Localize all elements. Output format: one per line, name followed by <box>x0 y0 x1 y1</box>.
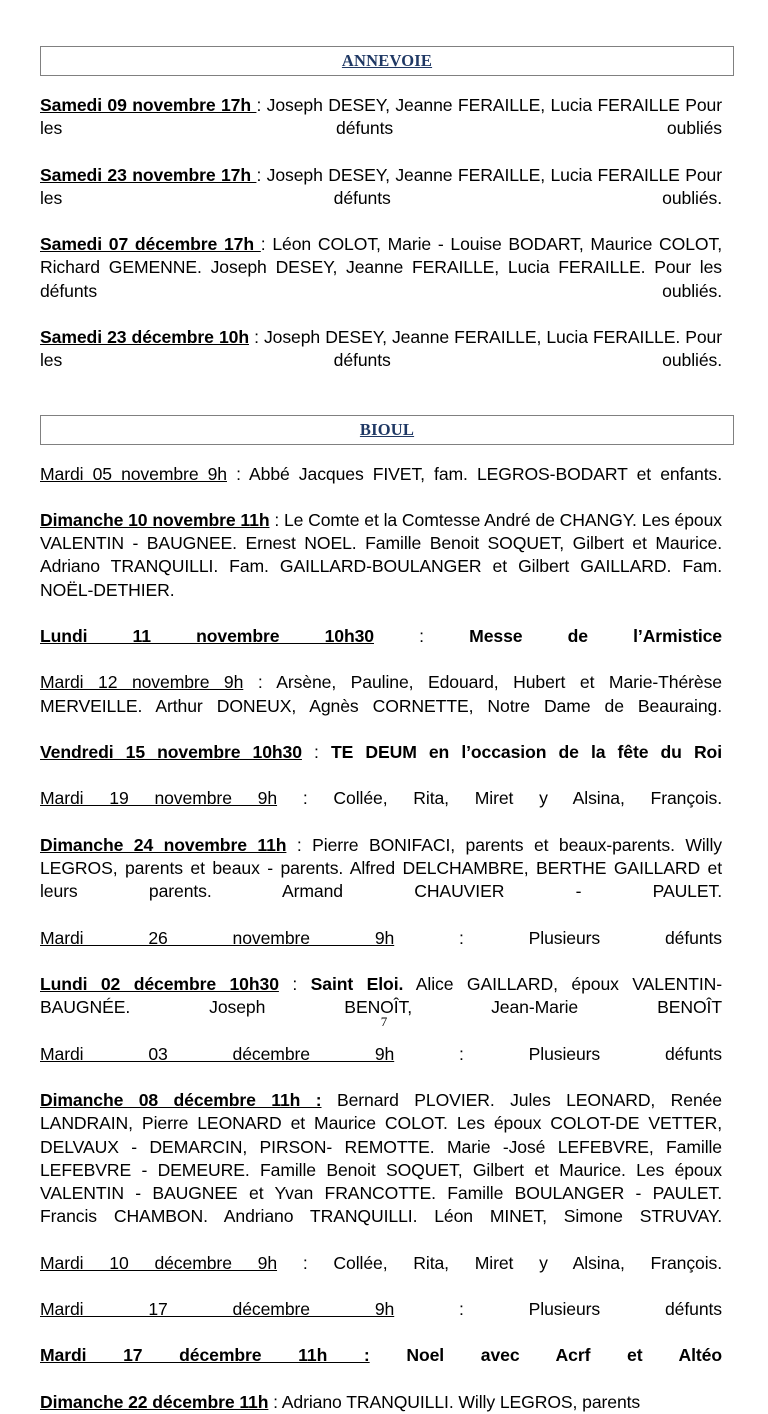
entry-date: Mardi 05 novembre 9h <box>40 463 227 484</box>
entry-separator: : <box>268 1391 282 1412</box>
entry-separator: : <box>277 788 334 809</box>
mass-entry <box>40 741 722 787</box>
entry-separator: : <box>248 327 264 348</box>
entry-body: TE DEUM en l’occasion de la fête du Roi <box>330 742 722 763</box>
entry-date: Dimanche 22 décembre 11h <box>40 1391 269 1412</box>
entry-date: Mardi 17 décembre 11h : <box>40 1345 370 1366</box>
entry-date: Dimanche 24 novembre 11h <box>40 834 287 855</box>
entry-body: Arsène, Pauline, Edouard, Hubert et Marie-Thérèse MERVEILLE. Arthur DONEUX, Agnès CORNETTE, Notre Dame de Beauraing. <box>40 672 722 716</box>
entry-separator: : <box>243 672 277 693</box>
entry-separator: : <box>394 1298 529 1319</box>
entry-body: Léon COLOT, Marie - Louise BODART, Maurice COLOT, Richard GEMENNE. Joseph DESEY, Jeanne FERAILLE, Lucia FERAILLE. Pour les défunts oubliés. <box>40 234 722 301</box>
entry-date: Vendredi 15 novembre 10h30 <box>40 742 302 763</box>
mass-entry <box>40 233 722 326</box>
section-spacer <box>40 396 722 415</box>
entry-separator: : <box>256 164 267 185</box>
entry-separator: : <box>277 1252 334 1273</box>
entry-date: Mardi 12 novembre 9h <box>40 672 244 693</box>
entry-separator: : <box>301 742 331 763</box>
section-header-annevoie <box>40 46 734 76</box>
mass-entry <box>40 1391 722 1414</box>
entry-separator <box>370 1345 407 1365</box>
entry-body: Collée, Rita, Miret y Alsina, François. <box>333 788 722 809</box>
entry-body: Bernard PLOVIER. Jules LEONARD, Renée LANDRAIN, Pierre LEONARD et Maurice COLOT. Les époux COLOT-DE VETTER, DELVAUX - DEMARCIN, PIRSON- REMOTTE. Marie -José LEFEBVRE, Famille LEFEBVRE - DEMEURE. Famille Benoit SOQUET, Gilbert et Maurice. Les époux VALENTIN - BAUGNEE et Yvan FRANCOTTE. Famille BOULANGER - PAULET. Francis CHAMBON. Andriano TRANQUILLI. Léon MINET, Simone STRUVAY. <box>40 1090 722 1227</box>
entry-date: Mardi 17 décembre 9h <box>40 1298 395 1319</box>
entry-date: Samedi 07 décembre 17h <box>40 234 261 255</box>
entry-separator: : <box>278 974 311 995</box>
entry-date: Mardi 03 décembre 9h <box>40 1043 395 1064</box>
mass-entry <box>40 164 722 234</box>
entry-body-lead: Saint Eloi. <box>310 974 404 995</box>
entry-body: Plusieurs défunts <box>528 1298 722 1319</box>
entry-date: Samedi 09 novembre 17h <box>40 95 257 115</box>
mass-entry <box>40 326 722 396</box>
section-header-bioul <box>40 415 734 445</box>
entry-separator: : <box>373 626 470 647</box>
mass-entry <box>40 1252 722 1298</box>
entry-separator: : <box>256 95 267 115</box>
entry-separator <box>322 1090 337 1110</box>
entry-date: Lundi 02 décembre 10h30 <box>40 974 279 995</box>
mass-entry <box>40 94 722 164</box>
entry-date: Dimanche 10 novembre 11h <box>40 510 270 531</box>
entry-list-bioul <box>40 463 722 1414</box>
entry-body: Joseph DESEY, Jeanne FERAILLE, Lucia FERAILLE Pour les défunts oubliés <box>40 95 722 139</box>
page-number: 7 <box>380 1014 388 1029</box>
mass-entry <box>40 1043 722 1089</box>
mass-entry <box>40 787 722 833</box>
entry-body: Le Comte et la Comtesse André de CHANGY. Les époux VALENTIN - BAUGNEE. Ernest NOEL. Famille Benoit SOQUET, Gilbert et Maurice. Adriano TRANQUILLI. Fam. GAILLARD-BOULANGER et Gilbert GAILLARD. Fam. NOËL-DETHIER. <box>40 510 722 600</box>
entry-date: Mardi 26 novembre 9h <box>40 927 395 948</box>
entry-body: Noel avec Acrf et Altéo <box>406 1345 722 1366</box>
mass-entry <box>40 927 722 973</box>
entry-separator: : <box>394 927 529 948</box>
entry-body: Collée, Rita, Miret y Alsina, François. <box>333 1252 722 1273</box>
section-title: BIOUL <box>359 419 415 439</box>
mass-entry <box>40 671 722 741</box>
entry-body: Abbé Jacques FIVET, fam. LEGROS-BODART et enfants. <box>249 463 722 484</box>
entry-date: Samedi 23 décembre 10h <box>40 327 249 348</box>
mass-entry <box>40 463 722 509</box>
entry-separator: : <box>269 510 284 531</box>
mass-entry <box>40 973 722 1043</box>
mass-entry <box>40 1344 722 1390</box>
entry-separator: : <box>286 834 313 855</box>
mass-entry <box>40 834 722 927</box>
entry-date: Samedi 23 novembre 17h <box>40 164 257 185</box>
entry-body: Alice GAILLARD, époux VALENTIN-BAUGNÉE. Joseph BENOÎT, Jean-Marie BENOÎT <box>40 974 722 1018</box>
mass-entry <box>40 1298 722 1344</box>
entry-body: Messe de l’Armistice <box>469 626 722 647</box>
entry-body: Plusieurs défunts <box>528 927 722 948</box>
entry-body: Adriano TRANQUILLI. Willy LEGROS, parents <box>281 1391 641 1412</box>
entry-date: Mardi 10 décembre 9h <box>40 1252 278 1273</box>
mass-entry <box>40 509 722 625</box>
entry-date: Lundi 11 novembre 10h30 <box>40 626 374 647</box>
entry-body: Plusieurs défunts <box>528 1043 722 1064</box>
entry-body: Pierre BONIFACI, parents et beaux-parents. Willy LEGROS, parents et beaux - parents. Alfred DELCHAMBRE, BERTHE GAILLARD et leurs parents. Armand CHAUVIER - PAULET. <box>40 834 722 902</box>
entry-body: Joseph DESEY, Jeanne FERAILLE, Lucia FERAILLE. Pour les défunts oubliés. <box>40 327 722 371</box>
entry-body: Joseph DESEY, Jeanne FERAILLE, Lucia FERAILLE Pour les défunts oubliés. <box>40 164 722 208</box>
entry-separator: : <box>394 1043 529 1064</box>
mass-entry <box>40 625 722 671</box>
entry-separator: : <box>226 463 250 484</box>
entry-list-annevoie <box>40 94 722 396</box>
entry-separator: : <box>260 234 273 255</box>
entry-date: Dimanche 08 décembre 11h : <box>40 1090 322 1111</box>
entry-date: Mardi 19 novembre 9h <box>40 788 278 809</box>
mass-entry <box>40 1089 722 1251</box>
section-title: ANNEVOIE <box>341 51 433 70</box>
